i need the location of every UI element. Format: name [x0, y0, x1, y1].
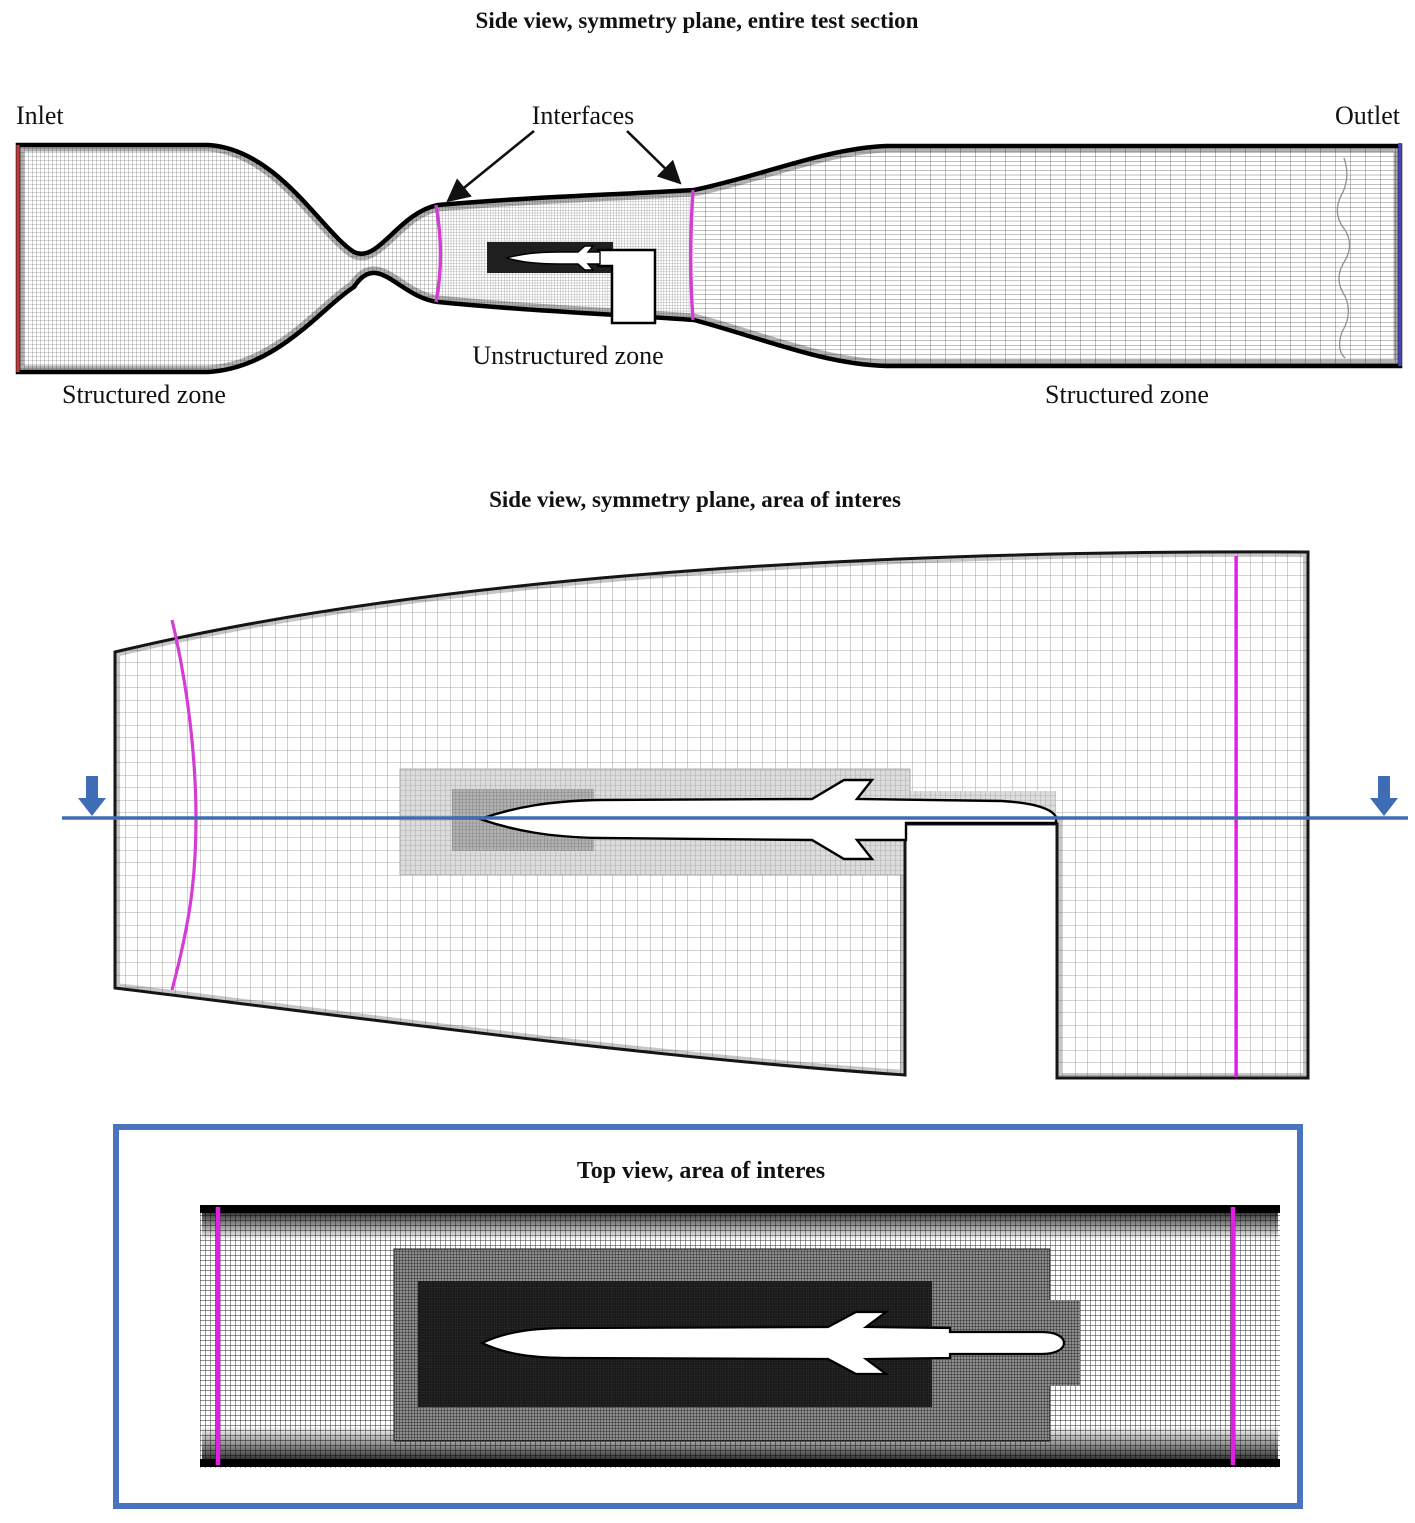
- panel1-title: Side view, symmetry plane, entire test section: [475, 8, 919, 33]
- inlet-label: Inlet: [16, 101, 64, 130]
- topview-wall-cluster-top: [202, 1210, 1278, 1240]
- outlet-label: Outlet: [1335, 101, 1400, 130]
- centerline-arrow-right: [1370, 776, 1398, 816]
- structured-zone-right-mesh: [694, 138, 1406, 378]
- panel-side-view-entire: [14, 8, 1406, 409]
- panel-side-view-area-of-interest: [62, 487, 1408, 1088]
- structured-zone-right-label: Structured zone: [1045, 380, 1209, 409]
- panel-top-view-area-of-interest: [116, 1127, 1300, 1506]
- interface-arrow-right: [627, 131, 679, 182]
- structured-zone-left-mesh: [14, 138, 438, 378]
- interfaces-label: Interfaces: [531, 101, 635, 130]
- panel2-title: Side view, symmetry plane, area of interes: [489, 487, 901, 512]
- tunnel-mesh-zones: [14, 138, 1406, 378]
- unstructured-zone-label: Unstructured zone: [472, 341, 664, 370]
- panel3-title: Top view, area of interes: [576, 1158, 826, 1184]
- structured-zone-left-label: Structured zone: [62, 380, 226, 409]
- centerline-arrow-left: [78, 776, 106, 816]
- interface-arrow-left: [449, 131, 534, 200]
